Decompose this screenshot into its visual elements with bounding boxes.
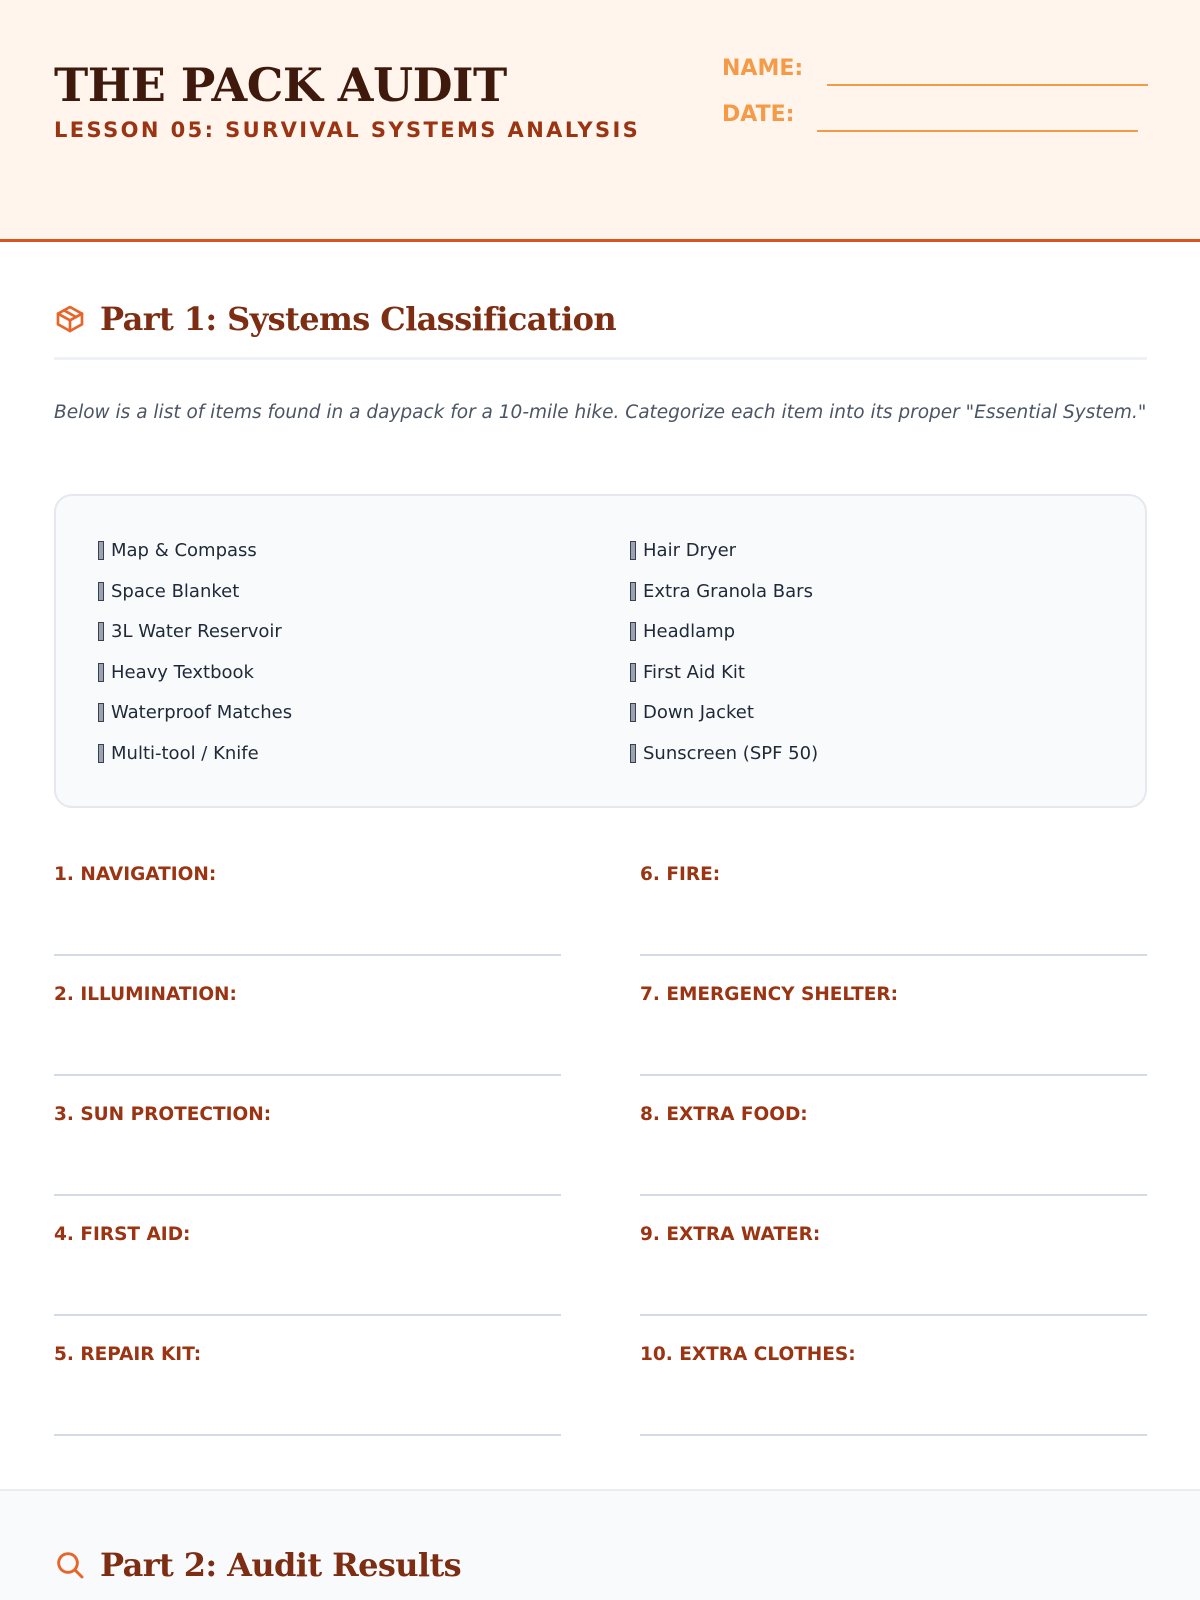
part1-heading — [54, 300, 616, 338]
worksheet-title: THE PACK AUDIT — [54, 58, 507, 112]
question-emergency-shelter-label: 7. EMERGENCY SHELTER: — [640, 984, 899, 1005]
answer-line-extra-clothes[interactable] — [640, 1434, 1147, 1436]
answer-line-extra-water[interactable] — [640, 1314, 1147, 1316]
checkbox-icon — [630, 744, 636, 763]
checkbox-icon — [630, 541, 636, 560]
question-repair-kit-label: 5. REPAIR KIT: — [54, 1344, 202, 1365]
item-list-panel — [54, 494, 1147, 808]
list-item: Multi-tool / Knife — [98, 741, 259, 765]
question-extra-food-label: 8. EXTRA FOOD: — [640, 1104, 808, 1125]
name-label: NAME: — [722, 56, 804, 81]
checkbox-icon — [98, 582, 104, 601]
part1-title: Part 1: Systems Classification — [100, 300, 617, 338]
date-field[interactable] — [817, 130, 1138, 132]
question-first-aid-label: 4. FIRST AID: — [54, 1224, 191, 1245]
checkbox-icon — [98, 663, 104, 682]
answer-line-navigation[interactable] — [54, 954, 561, 956]
part2-title: Part 2: Audit Results — [100, 1546, 462, 1584]
checkbox-icon — [630, 663, 636, 682]
list-item: Waterproof Matches — [98, 700, 292, 724]
answer-line-emergency-shelter[interactable] — [640, 1074, 1147, 1076]
list-item: Space Blanket — [98, 579, 239, 603]
question-illumination-label: 2. ILLUMINATION: — [54, 984, 237, 1005]
checkbox-icon — [630, 622, 636, 641]
answer-line-sun-protection[interactable] — [54, 1194, 561, 1196]
instructions-text: Below is a list of items found in a daypack for a 10-mile hike. Categorize each item into its proper "Essential System." — [54, 402, 1147, 423]
answer-line-fire[interactable] — [640, 954, 1147, 956]
answer-line-first-aid[interactable] — [54, 1314, 561, 1316]
question-extra-clothes-label: 10. EXTRA CLOTHES: — [640, 1344, 856, 1365]
part2-heading — [54, 1546, 461, 1584]
worksheet-header — [0, 0, 1200, 242]
question-sun-protection-label: 3. SUN PROTECTION: — [54, 1104, 272, 1125]
list-item: Map & Compass — [98, 538, 257, 562]
list-item: Heavy Textbook — [98, 660, 254, 684]
list-item: Down Jacket — [630, 700, 754, 724]
checkbox-icon — [630, 703, 636, 722]
list-item: Extra Granola Bars — [630, 579, 813, 603]
answer-line-extra-food[interactable] — [640, 1194, 1147, 1196]
box-icon — [54, 303, 86, 335]
question-fire-label: 6. FIRE: — [640, 864, 721, 885]
search-icon — [54, 1549, 86, 1581]
checkbox-icon — [98, 744, 104, 763]
question-extra-water-label: 9. EXTRA WATER: — [640, 1224, 821, 1245]
lesson-subtitle: LESSON 05: SURVIVAL SYSTEMS ANALYSIS — [54, 118, 641, 142]
checkbox-icon — [98, 703, 104, 722]
answer-line-illumination[interactable] — [54, 1074, 561, 1076]
checkbox-icon — [630, 582, 636, 601]
section-divider — [54, 357, 1147, 360]
checkbox-icon — [98, 541, 104, 560]
checkbox-icon — [98, 622, 104, 641]
name-field[interactable] — [827, 84, 1148, 86]
date-label: DATE: — [722, 102, 795, 127]
list-item: First Aid Kit — [630, 660, 745, 684]
question-navigation-label: 1. NAVIGATION: — [54, 864, 217, 885]
list-item: Hair Dryer — [630, 538, 736, 562]
list-item: Headlamp — [630, 619, 735, 643]
list-item: 3L Water Reservoir — [98, 619, 282, 643]
answer-line-repair-kit[interactable] — [54, 1434, 561, 1436]
list-item: Sunscreen (SPF 50) — [630, 741, 818, 765]
